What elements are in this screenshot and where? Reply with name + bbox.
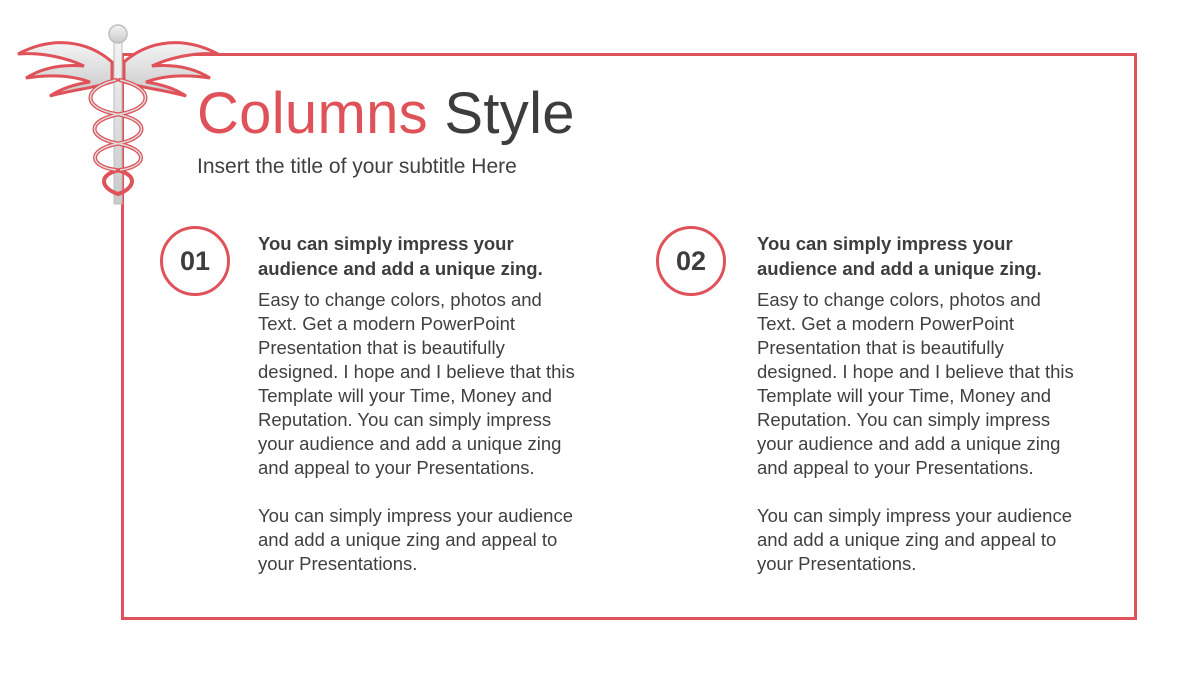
column-heading-line: audience and add a unique zing.: [757, 258, 1042, 279]
body-line: your Presentations.: [757, 553, 917, 574]
column-body-paragraph: [757, 288, 1107, 480]
body-line: Presentation that is beautifully: [258, 337, 505, 358]
body-line: your audience and add a unique zing: [258, 433, 562, 454]
body-line: Template will your Time, Money and: [757, 385, 1052, 406]
body-line: Template will your Time, Money and: [258, 385, 553, 406]
column-heading-line: You can simply impress your: [757, 233, 1013, 254]
body-line: designed. I hope and I believe that this: [757, 361, 1074, 382]
body-line: You can simply impress your audience: [757, 505, 1073, 526]
number-badge-01: [160, 226, 230, 296]
number-badge-02: [656, 226, 726, 296]
page-subtitle: Insert the title of your subtitle Here: [197, 155, 517, 178]
column-02: [757, 231, 1107, 576]
body-line: Text. Get a modern PowerPoint: [258, 313, 516, 334]
caduceus-icon: [12, 22, 224, 212]
column-heading-line: You can simply impress your: [258, 233, 514, 254]
column-01: [258, 231, 608, 576]
column-heading-line: audience and add a unique zing.: [258, 258, 543, 279]
body-line: Easy to change colors, photos and: [757, 289, 1041, 310]
column-heading: [757, 231, 1107, 281]
body-line: Presentation that is beautifully: [757, 337, 1004, 358]
column-body-paragraph: [258, 504, 608, 576]
body-line: Text. Get a modern PowerPoint: [757, 313, 1015, 334]
body-line: Reputation. You can simply impress: [757, 409, 1051, 430]
body-line: and appeal to your Presentations.: [757, 457, 1034, 478]
body-line: Easy to change colors, photos and: [258, 289, 542, 310]
page-title: [197, 80, 575, 147]
badge-number: 02: [675, 245, 707, 276]
title-word-main: Style: [444, 81, 575, 146]
body-line: and add a unique zing and appeal to: [258, 529, 558, 550]
column-body-paragraph: [258, 288, 608, 480]
body-line: designed. I hope and I believe that this: [258, 361, 575, 382]
column-body-paragraph: [757, 504, 1107, 576]
title-word-accent: Columns: [197, 81, 428, 146]
body-line: You can simply impress your audience: [258, 505, 574, 526]
body-line: and appeal to your Presentations.: [258, 457, 535, 478]
column-heading: [258, 231, 608, 281]
body-line: your audience and add a unique zing: [757, 433, 1061, 454]
body-line: your Presentations.: [258, 553, 418, 574]
badge-number: 01: [179, 245, 211, 276]
body-line: Reputation. You can simply impress: [258, 409, 552, 430]
body-line: and add a unique zing and appeal to: [757, 529, 1057, 550]
